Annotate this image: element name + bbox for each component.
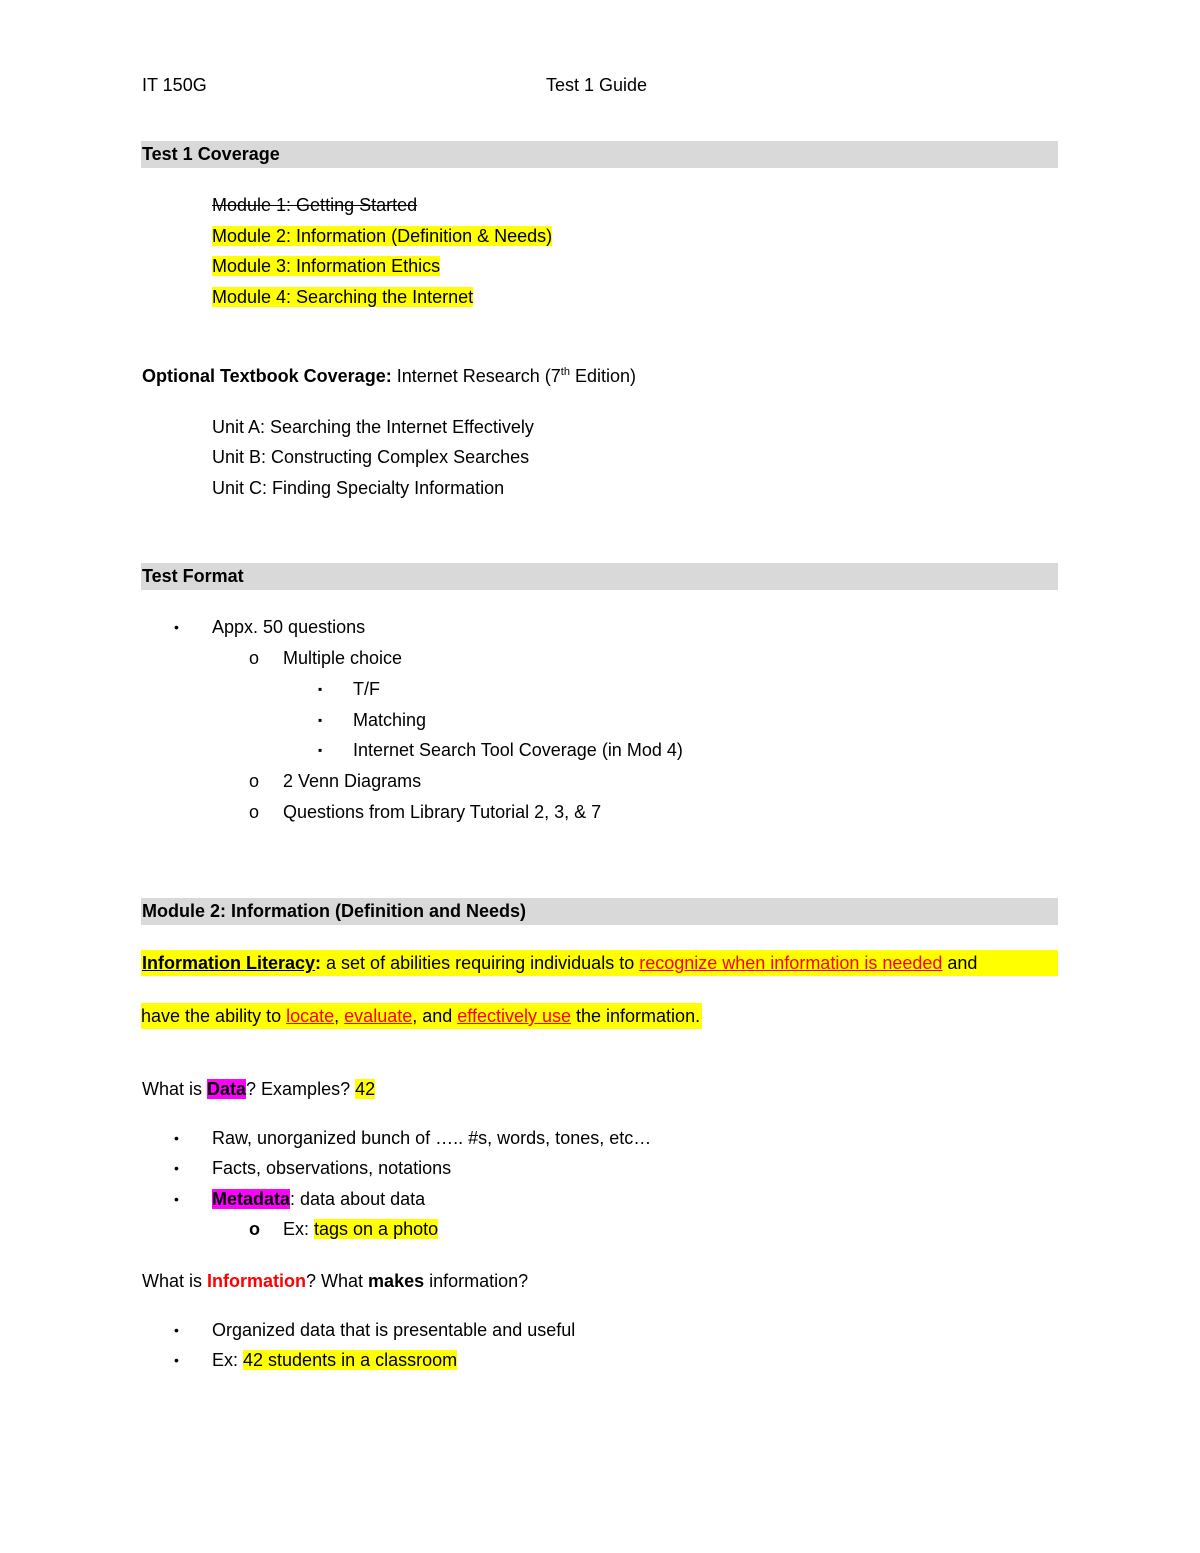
bullet-icon: • bbox=[174, 1130, 179, 1146]
textbook-line: Optional Textbook Coverage: Internet Research (7th Edition) bbox=[142, 366, 637, 386]
module-4: Module 4: Searching the Internet bbox=[212, 287, 474, 307]
format-item: Appx. 50 questions bbox=[212, 617, 366, 637]
section-title-format: Test Format bbox=[142, 566, 244, 586]
square-bullet-icon: ▪ bbox=[318, 713, 323, 727]
section-title-coverage: Test 1 Coverage bbox=[142, 144, 280, 164]
sub-bullet-icon: o bbox=[249, 1219, 260, 1239]
format-venn: 2 Venn Diagrams bbox=[283, 771, 422, 791]
data-item-facts: Facts, observations, notations bbox=[212, 1158, 452, 1178]
section-title-module2: Module 2: Information (Definition and Needs) bbox=[142, 901, 526, 921]
literacy-line-1: Information Literacy: a set of abilities requiring individuals to recognize when information is needed and bbox=[142, 953, 978, 973]
unit-b: Unit B: Constructing Complex Searches bbox=[212, 447, 530, 467]
bullet-icon: • bbox=[174, 1160, 179, 1176]
sub-bullet-icon: o bbox=[249, 771, 260, 791]
literacy-line-2: have the ability to locate, evaluate, and effectively use the information. bbox=[141, 1003, 702, 1029]
module-2: Module 2: Information (Definition & Needs) bbox=[212, 226, 553, 246]
square-bullet-icon: ▪ bbox=[318, 743, 323, 757]
format-library: Questions from Library Tutorial 2, 3, & 7 bbox=[283, 802, 602, 822]
format-matching: Matching bbox=[353, 710, 427, 730]
unit-a: Unit A: Searching the Internet Effectively bbox=[212, 417, 534, 437]
format-multiple-choice: Multiple choice bbox=[283, 648, 403, 668]
bullet-icon: • bbox=[174, 1322, 179, 1338]
data-item-metadata: Metadata: data about data bbox=[212, 1189, 426, 1209]
module-1: Module 1: Getting Started bbox=[212, 195, 418, 215]
format-search-tool: Internet Search Tool Coverage (in Mod 4) bbox=[353, 740, 683, 760]
module-3: Module 3: Information Ethics bbox=[212, 256, 441, 276]
sub-bullet-icon: o bbox=[249, 648, 260, 668]
section-band-format bbox=[141, 563, 1058, 590]
bullet-icon: • bbox=[174, 1352, 179, 1368]
bullet-icon: • bbox=[174, 1191, 179, 1207]
metadata-example: Ex: tags on a photo bbox=[283, 1219, 439, 1239]
sub-bullet-icon: o bbox=[249, 802, 260, 822]
information-example: Ex: 42 students in a classroom bbox=[212, 1350, 458, 1370]
square-bullet-icon: ▪ bbox=[318, 682, 323, 696]
bullet-icon: • bbox=[174, 619, 179, 635]
header-course: IT 150G bbox=[142, 75, 207, 95]
unit-c: Unit C: Finding Specialty Information bbox=[212, 478, 505, 498]
format-tf: T/F bbox=[353, 679, 380, 699]
information-item: Organized data that is presentable and useful bbox=[212, 1320, 576, 1340]
header-title: Test 1 Guide bbox=[546, 75, 648, 95]
information-question: What is Information? What makes information? bbox=[142, 1271, 529, 1291]
data-item-raw: Raw, unorganized bunch of ….. #s, words, tones, etc… bbox=[212, 1128, 652, 1148]
data-question: What is Data? Examples? 42 bbox=[142, 1079, 376, 1099]
